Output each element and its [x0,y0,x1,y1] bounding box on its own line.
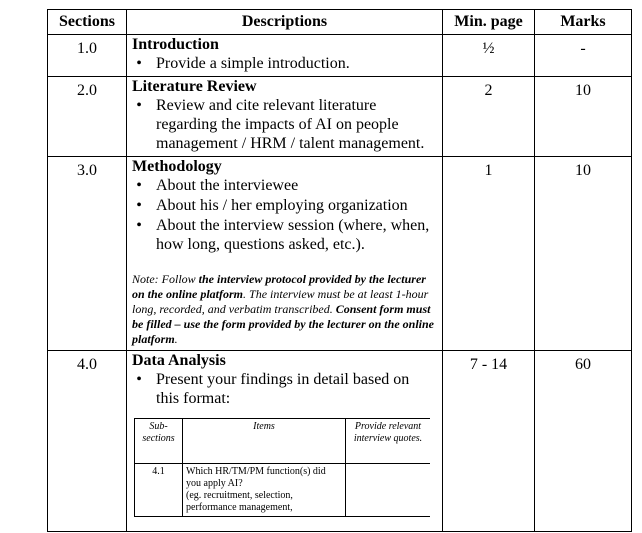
list-item: • About his / her employing organization [132,196,436,215]
list-item: • Provide a simple introduction. [132,54,436,73]
methodology-note: Note: Follow the interview protocol provided by the lecturer on the online platform. The interview must be at least 1-hour long, recorded, and verbatim transcribed. Consent form must be filled – use the form provided by the lecturer on the online platform. [132,272,434,346]
header-min-page: Min. page [443,10,535,35]
list-item: • Present your findings in detail based on this format: [132,370,436,408]
header-marks: Marks [535,10,632,35]
format-header-items: Items [183,419,346,464]
section-description [127,35,443,77]
list-item: • Review and cite relevant literature regarding the impacts of AI on people management / HRM / talent management. [132,96,436,153]
min-page-value: 1 [443,157,535,351]
table-row [48,35,632,77]
bullet-list [132,176,436,254]
min-page-value: ½ [443,35,535,77]
bullet-icon: • [136,217,142,234]
bullet-list [132,96,436,153]
bullet-icon: • [136,97,142,114]
marks-value: 10 [535,77,632,157]
document-page [47,9,632,532]
section-number: 2.0 [48,77,127,157]
table-row [48,77,632,157]
format-table [134,418,430,517]
format-row-quotes [346,464,431,517]
bullet-icon: • [136,55,142,72]
table-row [135,464,431,517]
format-row-number: 4.1 [135,464,183,517]
section-title: Introduction [132,36,219,53]
list-item: • About the interviewee [132,176,436,195]
format-table-wrapper [134,418,430,531]
section-number: 3.0 [48,157,127,351]
assignment-structure-table [47,9,632,532]
section-title: Literature Review [132,78,257,95]
table-row [48,351,632,532]
min-page-value: 2 [443,77,535,157]
bullet-list [132,370,436,408]
list-item: • About the interview session (where, when, how long, questions asked, etc.). [132,216,436,254]
min-page-value: 7 - 14 [443,351,535,532]
section-title: Data Analysis [132,352,226,369]
header-sections: Sections [48,10,127,35]
bullet-icon: • [136,177,142,194]
marks-value: - [535,35,632,77]
header-row [48,10,632,35]
section-description [127,77,443,157]
section-description [127,351,443,532]
bullet-icon: • [136,371,142,388]
format-header-subsections: Sub-sections [135,419,183,464]
section-number: 4.0 [48,351,127,532]
marks-value: 10 [535,157,632,351]
format-table-header [135,419,431,464]
format-row-item: Which HR/TM/PM function(s) did you apply AI? (eg. recruitment, selection, performance management, [183,464,346,517]
bullet-icon: • [136,197,142,214]
table-row [48,157,632,351]
bullet-list [132,54,436,73]
marks-value: 60 [535,351,632,532]
format-header-quotes: Provide relevant interview quotes. [346,419,431,464]
section-title: Methodology [132,158,222,175]
header-descriptions: Descriptions [127,10,443,35]
section-number: 1.0 [48,35,127,77]
section-description [127,157,443,351]
